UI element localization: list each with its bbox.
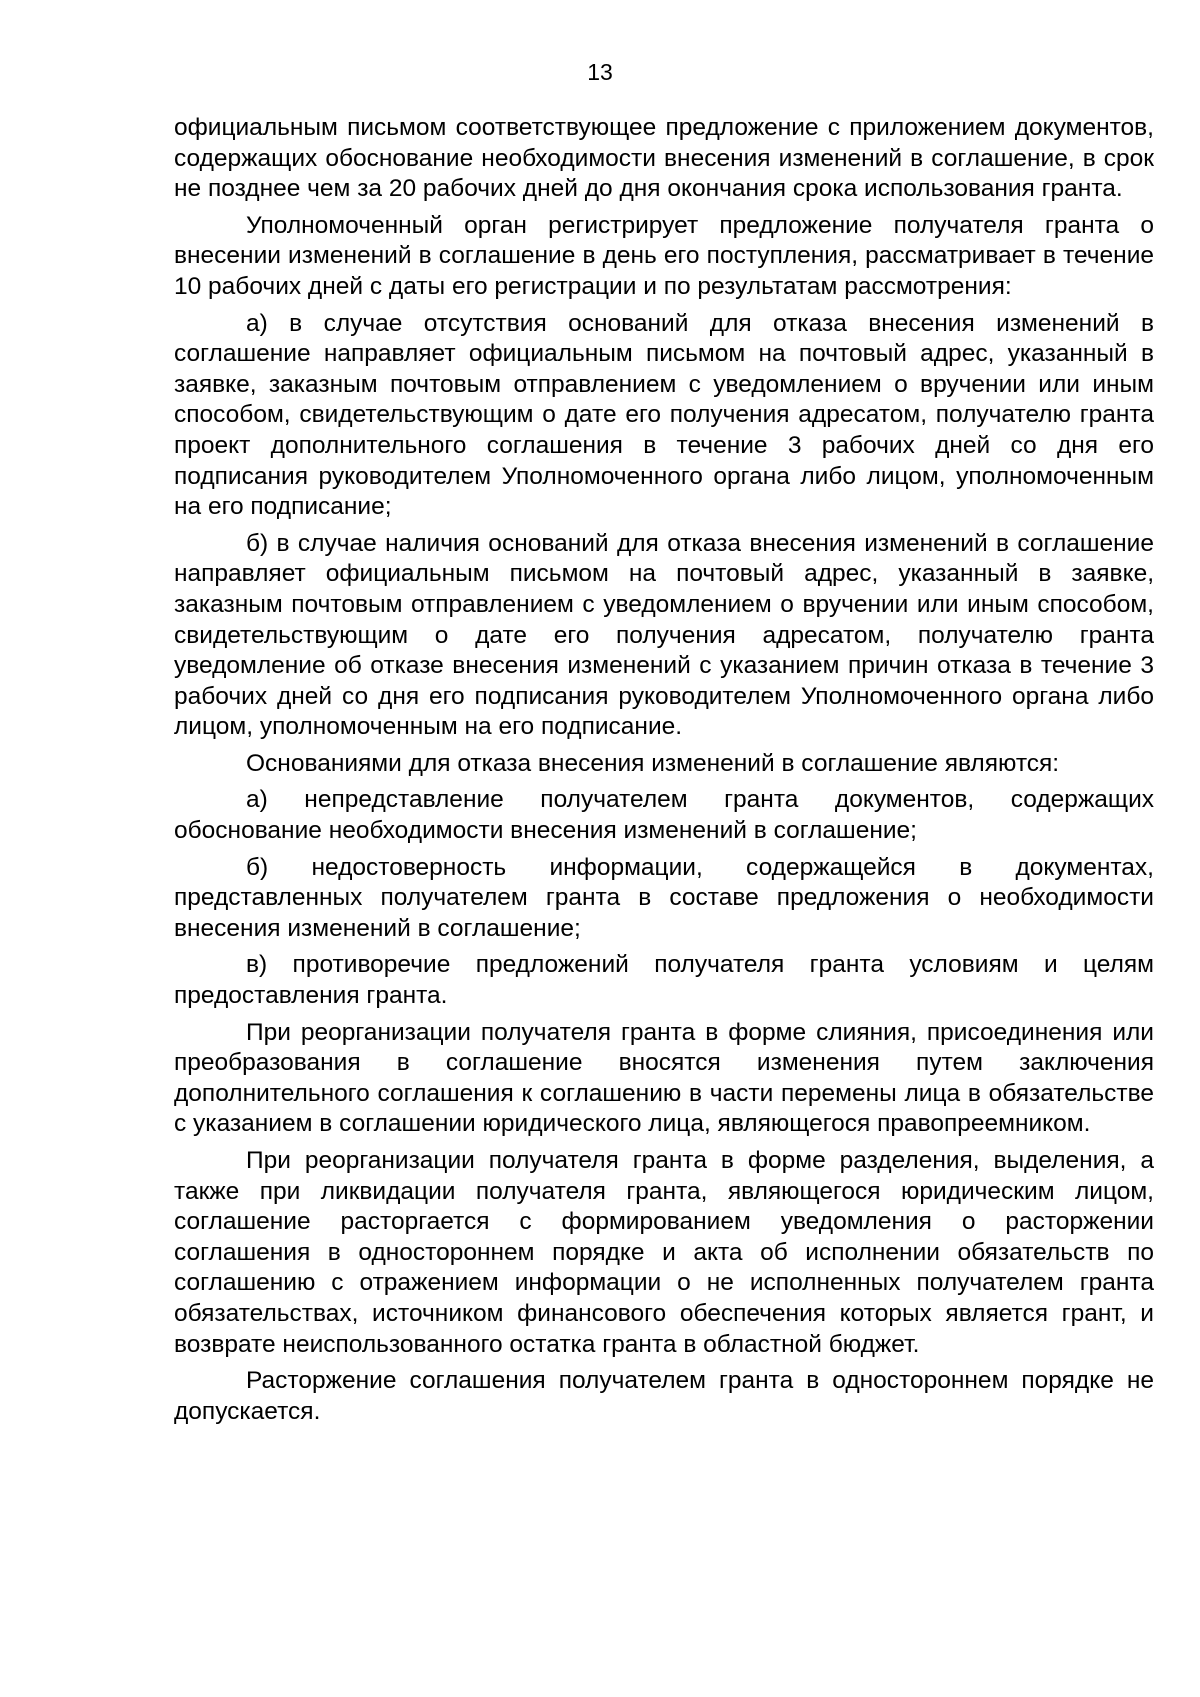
- paragraph: в) противоречие предложений получателя гранта условиям и целям предоставления гранта.: [174, 951, 1154, 1010]
- document-body: [174, 113, 1154, 1433]
- page-number: 13: [587, 59, 613, 85]
- paragraph: Уполномоченный орган регистрирует предложение получателя гранта о внесении изменений в соглашение в день его поступления, рассматривает в течение 10 рабочих дней с даты его регистрации и по результатам рассмотрения:: [174, 211, 1154, 300]
- paragraph: При реорганизации получателя гранта в форме разделения, выделения, а также при ликвидации получателя гранта, являющегося юридическим лицом, соглашение расторгается с формированием уведомления о расторжении соглашения в одностороннем порядке и акта об исполнении обязательств по соглашению с отражением информации о не исполненных получателем гранта обязательствах, источником финансового обеспечения которых является грант, и возврате неиспользованного остатка гранта в областной бюджет.: [174, 1147, 1154, 1358]
- paragraph: Расторжение соглашения получателем гранта в одностороннем порядке не допускается.: [174, 1367, 1154, 1425]
- paragraph: а) непредставление получателем гранта документов, содержащих обоснование необходимости внесения изменений в соглашение;: [174, 786, 1154, 845]
- paragraph: а) в случае отсутствия оснований для отказа внесения изменений в соглашение направляет официальным письмом на почтовый адрес, указанный в заявке, заказным почтовым отправлением с уведомлением о вручении или иным способом, свидетельствующим о дате его получения адресатом, получателю гранта проект дополнительного соглашения в течение 3 рабочих дней со дня его подписания руководителем Уполномоченного органа либо лицом, уполномоченным на его подписание;: [174, 309, 1154, 521]
- paragraph: При реорганизации получателя гранта в форме слияния, присоединения или преобразования в соглашение вносятся изменения путем заключения дополнительного соглашения к соглашению в части перемены лица в обязательстве с указанием в соглашении юридического лица, являющегося правопреемником.: [174, 1018, 1154, 1138]
- paragraph: б) в случае наличия оснований для отказа внесения изменений в соглашение направляет официальным письмом на почтовый адрес, указанный в заявке, заказным почтовым отправлением с уведомлением о вручении или иным способом, свидетельствующим о дате его получения адресатом, получателю гранта уведомление об отказе внесения изменений с указанием причин отказа в течение 3 рабочих дней со дня его подписания руководителем Уполномоченного органа либо лицом, уполномоченным на его подписание.: [174, 529, 1154, 741]
- paragraph: Основаниями для отказа внесения изменений в соглашение являются:: [246, 749, 1060, 777]
- paragraph: б) недостоверность информации, содержащейся в документах, представленных получателем гранта в составе предложения о необходимости внесения изменений в соглашение;: [174, 853, 1154, 942]
- paragraph: официальным письмом соответствующее предложение с приложением документов, содержащих обоснование необходимости внесения изменений в соглашение, в срок не позднее чем за 20 рабочих дней до дня окончания срока использования гранта.: [174, 114, 1154, 203]
